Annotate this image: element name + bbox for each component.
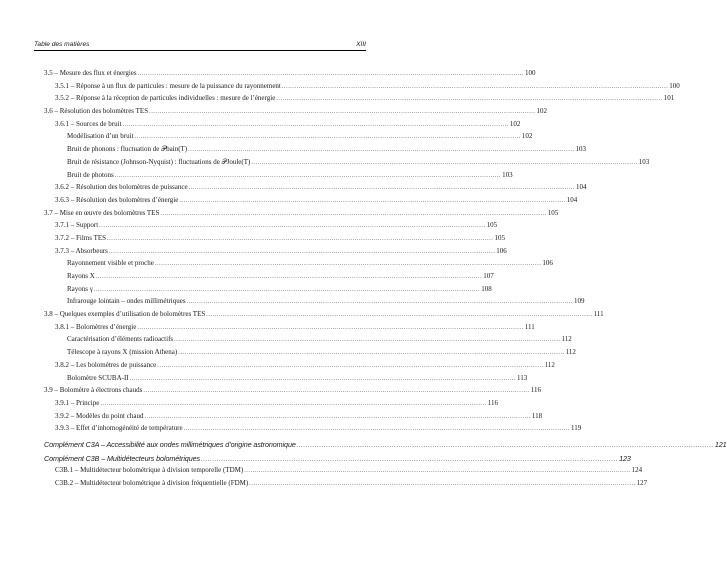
toc-entry-page: 102 xyxy=(536,107,547,116)
toc-entry-page: 109 xyxy=(574,297,585,306)
toc-entry-page: 113 xyxy=(517,373,528,382)
toc-entry-page: 116 xyxy=(530,386,542,395)
toc-entry-page: 100 xyxy=(669,81,680,90)
toc-entry-title: Rayons X xyxy=(67,272,95,280)
toc-entry-title: 3.8 – Quelques exemples d’utilisation de bolomètres TES xyxy=(44,310,206,319)
toc-entry[interactable] xyxy=(44,195,578,209)
toc-entry[interactable] xyxy=(44,107,547,120)
toc-entry-page: 105 xyxy=(486,221,498,230)
leader-dots xyxy=(282,84,668,90)
leader-dots xyxy=(149,109,535,115)
leader-dots xyxy=(100,401,486,407)
leader-dots xyxy=(249,481,635,487)
toc-entry-page: 127 xyxy=(636,479,648,487)
leader-dots xyxy=(174,337,560,343)
leader-dots xyxy=(189,185,575,191)
toc-entry[interactable] xyxy=(44,310,604,323)
toc-entry-title: 3.9.3 – Effet d’inhomogénéité de température xyxy=(55,424,183,433)
toc-entry-title: Télescope à rayons X (mission Athena) xyxy=(67,348,178,357)
toc-entry-page: 102 xyxy=(509,119,521,128)
toc-entry-title: 3.5.1 – Réponse à un flux de particules : mesure de la puissance du rayonnement xyxy=(55,81,281,90)
toc-entry[interactable] xyxy=(44,322,535,336)
toc-entry-page: 105 xyxy=(547,208,559,217)
page-number: XIII xyxy=(356,41,366,48)
toc-entry-title: 3.7 – Mise en œuvre des bolomètres TES xyxy=(44,208,160,217)
leader-dots xyxy=(188,147,574,153)
leader-dots xyxy=(130,376,516,382)
leader-dots xyxy=(96,274,482,280)
toc-entry[interactable] xyxy=(44,246,507,260)
toc-entry[interactable] xyxy=(44,335,572,348)
toc-entry-title: 3.9.1 – Principe xyxy=(55,398,100,407)
toc-entry-title: C3B.1 – Multidétecteur bolométrique à division temporelle (TDM) xyxy=(55,466,244,475)
toc-entry[interactable] xyxy=(44,398,498,412)
toc-entry[interactable] xyxy=(44,284,492,298)
toc-entry[interactable] xyxy=(44,221,498,234)
leader-dots xyxy=(244,468,630,474)
toc-entry[interactable] xyxy=(44,272,494,285)
toc-entry-page: 104 xyxy=(576,183,587,192)
leader-dots xyxy=(201,457,618,463)
toc-entry-page: 121 xyxy=(714,439,727,449)
toc-entry-title: Caractérisation d’éléments radioactifs xyxy=(67,335,174,344)
toc-entry-page: 103 xyxy=(575,145,587,154)
toc-entry-title: C3B.2 – Multidétecteur bolométrique à division fréquentielle (FDM) xyxy=(55,479,249,487)
toc-entry-page: 103 xyxy=(502,170,513,179)
toc-entry-title: 3.6.1 – Sources de bruit xyxy=(55,119,122,128)
toc-entry-page: 119 xyxy=(570,424,582,433)
toc-entry-title: 3.7.3 – Absorbeurs xyxy=(55,246,108,255)
leader-dots xyxy=(251,160,637,166)
toc-complement-entry[interactable] xyxy=(44,439,727,453)
leader-dots xyxy=(137,325,523,331)
toc-entry-title: 3.5 – Mesure des flux et énergies xyxy=(44,69,137,77)
running-header xyxy=(34,38,366,51)
toc-entry[interactable] xyxy=(44,119,521,133)
leader-dots xyxy=(143,388,529,394)
leader-dots xyxy=(155,261,541,267)
toc-entry-title: Complément C3A – Accessibilité aux ondes millimétriques d’origine astronomique xyxy=(44,439,296,449)
toc-entry[interactable] xyxy=(44,132,533,145)
toc-entry-page: 112 xyxy=(565,348,576,357)
toc-entry[interactable] xyxy=(44,94,675,107)
toc-entry-title: 3.9 – Bolomètre à électrons chauds xyxy=(44,386,143,395)
toc-entry[interactable] xyxy=(44,259,553,272)
running-header-title: Table des matières xyxy=(34,41,90,48)
toc-entry[interactable] xyxy=(44,411,543,425)
toc-entry[interactable] xyxy=(44,170,513,184)
leader-dots xyxy=(178,350,564,356)
toc-entry-title: 3.7.2 – Films TES xyxy=(55,233,107,242)
toc-entry-page: 105 xyxy=(494,233,505,242)
toc-entry-title: 3.6 – Résolution des bolomètres TES xyxy=(44,107,149,116)
toc-entry[interactable] xyxy=(44,183,587,196)
toc-entry-page: 111 xyxy=(593,310,604,319)
toc-entry-title: Bruit de phonons : fluctuation de 𝒫bain(T) xyxy=(67,145,188,154)
leader-dots xyxy=(99,223,485,229)
toc-entry[interactable] xyxy=(44,233,505,247)
toc-entry[interactable] xyxy=(44,479,648,492)
toc-entry-page: 103 xyxy=(638,157,650,166)
toc-entry[interactable] xyxy=(44,424,582,437)
toc-entry[interactable] xyxy=(44,466,643,479)
toc-entry-title: 3.6.2 – Résolution des bolomètres de puissance xyxy=(55,183,188,192)
toc-entry-title: 3.6.3 – Résolution des bolomètres d’énergie xyxy=(55,195,179,204)
toc-entry-page: 108 xyxy=(481,284,492,293)
toc-entry-page: 102 xyxy=(521,132,533,141)
toc-entry-title: 3.7.1 – Support xyxy=(55,221,99,230)
leader-dots xyxy=(206,312,592,318)
toc-entry[interactable] xyxy=(44,386,542,399)
leader-dots xyxy=(160,211,546,217)
toc-entry-title: 3.9.2 – Modèles du point chaud xyxy=(55,411,144,420)
toc-entry[interactable] xyxy=(44,145,587,158)
toc-entry[interactable] xyxy=(44,348,576,361)
leader-dots xyxy=(157,363,543,369)
leader-dots xyxy=(115,173,501,179)
toc-entry-page: 123 xyxy=(619,453,631,463)
toc-entry-page: 107 xyxy=(483,272,494,280)
toc-entry[interactable] xyxy=(44,81,680,95)
toc-entry-title: Complément C3B – Multidétecteurs bolométriques xyxy=(44,453,200,463)
toc-entry-page: 112 xyxy=(561,335,572,344)
leader-dots xyxy=(179,198,565,204)
leader-dots xyxy=(276,96,662,102)
leader-dots xyxy=(297,443,714,449)
toc-entry-title: 3.8.2 – Les bolomètres de puissance xyxy=(55,360,157,369)
toc-entry[interactable] xyxy=(44,69,536,82)
toc-entry-title: Rayons γ xyxy=(67,284,93,293)
toc-entry-page: 106 xyxy=(542,259,553,268)
table-of-contents xyxy=(44,69,727,492)
leader-dots xyxy=(187,299,573,305)
leader-dots xyxy=(135,134,521,140)
leader-dots xyxy=(107,236,493,242)
toc-entry-title: Bolomètre SCUBA-II xyxy=(67,373,129,382)
toc-entry-page: 111 xyxy=(524,322,535,331)
toc-entry-page: 116 xyxy=(487,398,498,407)
toc-entry-title: Infrarouge lointain – ondes millimétriques xyxy=(67,297,186,306)
toc-entry[interactable] xyxy=(44,360,555,374)
leader-dots xyxy=(123,122,509,128)
toc-entry-page: 106 xyxy=(496,246,507,255)
toc-entry[interactable] xyxy=(44,297,585,310)
toc-entry-title: 3.8.1 – Bolomètres d’énergie xyxy=(55,322,137,331)
toc-entry-title: Bruit de résistance (Johnson-Nyquist) : fluctuations de 𝒫Joule(T) xyxy=(67,157,251,166)
toc-entry[interactable] xyxy=(44,373,528,387)
leader-dots xyxy=(138,71,524,77)
leader-dots xyxy=(109,249,495,255)
leader-dots xyxy=(94,287,480,293)
toc-entry-page: 100 xyxy=(525,69,536,77)
toc-entry[interactable] xyxy=(44,208,559,222)
toc-entry-page: 124 xyxy=(631,466,643,475)
toc-entry-title: Bruit de photons xyxy=(67,170,114,179)
toc-entry-page: 101 xyxy=(663,94,675,103)
toc-entry[interactable] xyxy=(44,157,650,171)
toc-entry-page: 118 xyxy=(531,411,543,420)
leader-dots xyxy=(184,426,570,432)
toc-entry-page: 112 xyxy=(544,360,555,369)
leader-dots xyxy=(144,414,530,420)
toc-entry-title: Rayonnement visible et proche xyxy=(67,259,154,268)
toc-entry-title: Modélisation d’un bruit xyxy=(67,132,134,141)
toc-entry-page: 104 xyxy=(566,195,578,204)
toc-entry-title: 3.5.2 – Réponse à la réception de particules individuelles : mesure de l’énergie xyxy=(55,94,276,103)
toc-complement-entry[interactable] xyxy=(44,453,631,467)
